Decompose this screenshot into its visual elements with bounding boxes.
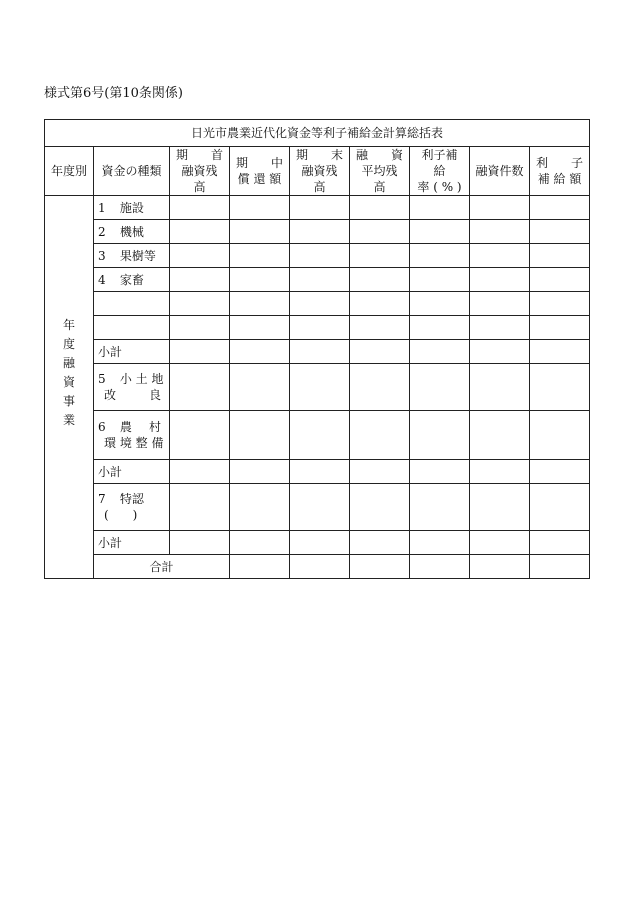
table-row — [45, 268, 590, 292]
header-subsidy-amount: 利 子 補 給 額 — [530, 147, 590, 196]
table-row — [45, 196, 590, 220]
table-cell[interactable] — [410, 196, 470, 220]
table-cell[interactable] — [530, 555, 590, 579]
fund-kind-special: 7 特認 ( ) — [94, 484, 170, 531]
table-cell[interactable] — [230, 555, 290, 579]
table-cell[interactable] — [530, 364, 590, 411]
table-cell[interactable] — [230, 220, 290, 244]
subtotal-label: 小計 — [94, 340, 170, 364]
fund-kind-land-improvement: 5 小 土 地 改 良 — [94, 364, 170, 411]
table-cell[interactable] — [170, 340, 230, 364]
table-cell[interactable] — [530, 196, 590, 220]
table-cell[interactable] — [470, 364, 530, 411]
table-cell[interactable] — [470, 196, 530, 220]
table-cell[interactable] — [230, 484, 290, 531]
table-cell[interactable] — [350, 292, 410, 316]
header-avg-balance: 融 資 平均残高 — [350, 147, 410, 196]
form-label: 様式第6号(第10条関係) — [44, 86, 183, 101]
table-cell[interactable] — [470, 316, 530, 340]
table-row — [45, 340, 590, 364]
table-cell[interactable] — [170, 292, 230, 316]
table-cell[interactable] — [170, 196, 230, 220]
table-cell[interactable] — [530, 340, 590, 364]
summary-table — [44, 119, 590, 579]
table-row — [45, 316, 590, 340]
table-cell[interactable] — [470, 484, 530, 531]
table-cell[interactable] — [230, 292, 290, 316]
year-group-label: 年 度 融 資 事 業 — [45, 196, 94, 579]
table-cell[interactable] — [290, 555, 350, 579]
table-cell[interactable] — [170, 531, 230, 555]
header-closing-balance: 期 末 融資残高 — [290, 147, 350, 196]
fund-kind-fruit-trees: 3 果樹等 — [94, 244, 170, 268]
table-row — [45, 220, 590, 244]
table-cell[interactable] — [230, 244, 290, 268]
table-cell[interactable] — [530, 268, 590, 292]
table-cell[interactable] — [290, 244, 350, 268]
table-row — [45, 244, 590, 268]
table-cell[interactable] — [410, 340, 470, 364]
table-cell[interactable] — [170, 364, 230, 411]
table-cell[interactable] — [170, 411, 230, 460]
fund-kind-machinery: 2 機械 — [94, 220, 170, 244]
table-cell[interactable] — [350, 196, 410, 220]
table-cell[interactable] — [350, 555, 410, 579]
fund-kind-facility: 1 施設 — [94, 196, 170, 220]
table-cell[interactable] — [350, 268, 410, 292]
table-row — [45, 364, 590, 411]
table-cell[interactable] — [470, 555, 530, 579]
table-cell[interactable] — [290, 292, 350, 316]
table-cell[interactable] — [230, 364, 290, 411]
table-cell[interactable] — [410, 292, 470, 316]
table-cell[interactable] — [290, 364, 350, 411]
table-cell[interactable] — [290, 340, 350, 364]
table-cell[interactable] — [350, 340, 410, 364]
table-cell[interactable] — [230, 411, 290, 460]
table-cell[interactable] — [350, 484, 410, 531]
table-row — [45, 411, 590, 460]
table-cell[interactable] — [290, 484, 350, 531]
table-cell[interactable] — [230, 460, 290, 484]
header-fund-type: 資金の種類 — [94, 147, 170, 196]
table-cell[interactable] — [230, 316, 290, 340]
header-interest-rate: 利子補給 率 ( % ) — [410, 147, 470, 196]
table-cell[interactable] — [350, 220, 410, 244]
table-cell[interactable] — [290, 411, 350, 460]
table-row — [45, 460, 590, 484]
table-cell[interactable] — [530, 316, 590, 340]
table-cell[interactable] — [350, 460, 410, 484]
fund-kind-blank[interactable] — [94, 292, 170, 316]
table-cell[interactable] — [350, 531, 410, 555]
table-cell[interactable] — [350, 364, 410, 411]
header-opening-balance: 期 首 融資残高 — [170, 147, 230, 196]
table-cell[interactable] — [410, 411, 470, 460]
header-loan-count: 融資件数 — [470, 147, 530, 196]
table-cell[interactable] — [170, 484, 230, 531]
subtotal-label: 小計 — [94, 460, 170, 484]
table-cell[interactable] — [470, 220, 530, 244]
table-cell[interactable] — [470, 411, 530, 460]
table-cell[interactable] — [350, 316, 410, 340]
table-row — [45, 484, 590, 531]
header-year: 年度別 — [45, 147, 94, 196]
table-cell[interactable] — [470, 531, 530, 555]
table-row — [45, 531, 590, 555]
table-cell[interactable] — [410, 531, 470, 555]
table-cell[interactable] — [530, 244, 590, 268]
table-cell[interactable] — [350, 411, 410, 460]
fund-kind-rural-environment: 6 農 村 環 境 整 備 — [94, 411, 170, 460]
table-cell[interactable] — [470, 292, 530, 316]
table-cell[interactable] — [290, 316, 350, 340]
table-cell[interactable] — [410, 364, 470, 411]
table-cell[interactable] — [410, 220, 470, 244]
table-title: 日光市農業近代化資金等利子補給金計算総括表 — [45, 120, 590, 147]
table-cell[interactable] — [410, 555, 470, 579]
table-cell[interactable] — [230, 531, 290, 555]
table-cell[interactable] — [170, 244, 230, 268]
table-cell[interactable] — [410, 268, 470, 292]
table-cell[interactable] — [290, 460, 350, 484]
table-cell[interactable] — [170, 460, 230, 484]
table-cell[interactable] — [470, 340, 530, 364]
table-cell[interactable] — [410, 484, 470, 531]
table-cell[interactable] — [290, 220, 350, 244]
table-cell[interactable] — [230, 340, 290, 364]
subtotal-label: 小計 — [94, 531, 170, 555]
total-label: 合計 — [94, 555, 230, 579]
table-cell[interactable] — [290, 531, 350, 555]
table-cell[interactable] — [530, 460, 590, 484]
table-cell[interactable] — [530, 220, 590, 244]
table-cell[interactable] — [530, 484, 590, 531]
table-cell[interactable] — [230, 268, 290, 292]
header-mid-repayment: 期 中 償 還 額 — [230, 147, 290, 196]
total-row — [45, 555, 590, 579]
table-cell[interactable] — [410, 460, 470, 484]
table-cell[interactable] — [410, 244, 470, 268]
header-row — [45, 147, 590, 196]
table-cell[interactable] — [170, 316, 230, 340]
table-cell[interactable] — [470, 244, 530, 268]
table-row — [45, 292, 590, 316]
table-cell[interactable] — [530, 531, 590, 555]
fund-kind-blank[interactable] — [94, 316, 170, 340]
table-cell[interactable] — [410, 316, 470, 340]
table-cell[interactable] — [290, 196, 350, 220]
table-cell[interactable] — [290, 268, 350, 292]
table-cell[interactable] — [350, 244, 410, 268]
table-cell[interactable] — [170, 220, 230, 244]
fund-kind-livestock: 4 家畜 — [94, 268, 170, 292]
table-cell[interactable] — [470, 460, 530, 484]
table-cell[interactable] — [530, 411, 590, 460]
table-cell[interactable] — [230, 196, 290, 220]
table-cell[interactable] — [470, 268, 530, 292]
table-cell[interactable] — [170, 268, 230, 292]
table-cell[interactable] — [530, 292, 590, 316]
